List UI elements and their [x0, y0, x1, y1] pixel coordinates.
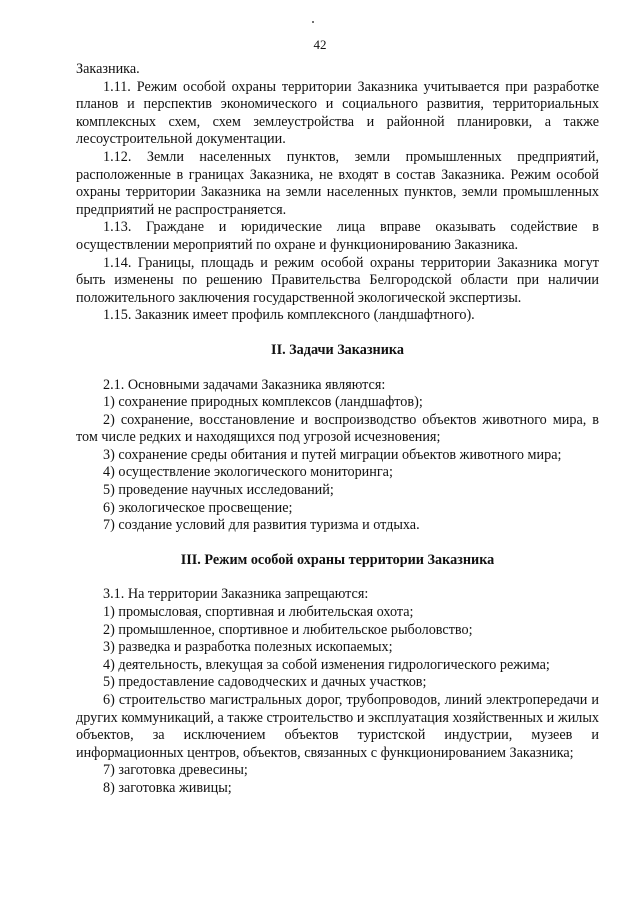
paragraph-1-14: 1.14. Границы, площадь и режим особой охраны территории Заказника могут быть изменены по решению Правительства Белгородской области при наличии положительного заключения государственной экологической экспертизы.	[76, 254, 599, 306]
list-item: 6) строительство магистральных дорог, трубопроводов, линий электропередачи и других коммуникаций, а также строительство и эксплуатация хозяйственных и жилых объектов, за исключением объектов туристской индустрии, музеев и информационных центров, объектов, связанных с функционированием Заказника;	[76, 692, 599, 761]
section-2-heading: II. Задачи Заказника	[271, 341, 404, 358]
list-item: 7) заготовка древесины;	[103, 762, 248, 779]
paragraph-1-12: 1.12. Земли населенных пунктов, земли промышленных предприятий, расположенные в границах Заказника, не входят в состав Заказника. Режим особой охраны территории Заказника на земли населенных пунктов, земли промышленных предприятий не распространяется.	[76, 148, 599, 218]
list-item: 8) заготовка живицы;	[103, 779, 232, 796]
list-item: 2) сохранение, восстановление и воспроизводство объектов животного мира, в том числе редких и находящихся под угрозой исчезновения;	[76, 411, 599, 446]
section-2-intro: 2.1. Основными задачами Заказника являются:	[103, 376, 386, 393]
list-item: 5) предоставление садоводческих и дачных участков;	[103, 674, 427, 691]
list-item: 4) деятельность, влекущая за собой изменения гидрологического режима;	[103, 656, 550, 673]
scan-artifact-dot	[312, 21, 314, 23]
list-item: 7) создание условий для развития туризма и отдыха.	[103, 517, 420, 534]
list-item: 3) разведка и разработка полезных ископаемых;	[103, 639, 393, 656]
paragraph-1-11: 1.11. Режим особой охраны территории Заказника учитывается при разработке планов и перспектив экономического и социального развития, территориальных комплексных схем, схем землеустройства и районной планировки, а также лесоустроительной документации.	[76, 78, 599, 148]
list-item: 1) сохранение природных комплексов (ландшафтов);	[103, 394, 423, 411]
list-item: 4) осуществление экологического мониторинга;	[103, 464, 393, 481]
section-3-intro: 3.1. На территории Заказника запрещаются:	[103, 586, 369, 603]
section-3-heading: III. Режим особой охраны территории Заказника	[180, 551, 495, 568]
list-item: 5) проведение научных исследований;	[103, 482, 334, 499]
list-item: 6) экологическое просвещение;	[103, 499, 293, 516]
list-item: 3) сохранение среды обитания и путей миграции объектов животного мира;	[103, 446, 562, 463]
list-item: 2) промышленное, спортивное и любительское рыболовство;	[103, 621, 473, 638]
page-number: 42	[313, 37, 327, 52]
paragraph-1-13: 1.13. Граждане и юридические лица вправе оказывать содействие в осуществлении мероприятий по охране и функционированию Заказника.	[76, 219, 599, 253]
list-item: 1) промысловая, спортивная и любительская охота;	[103, 604, 414, 621]
document-body	[76, 61, 599, 798]
intro-line: Заказника.	[76, 61, 140, 77]
paragraph-1-15: 1.15. Заказник имеет профиль комплексного (ландшафтного).	[103, 307, 475, 324]
